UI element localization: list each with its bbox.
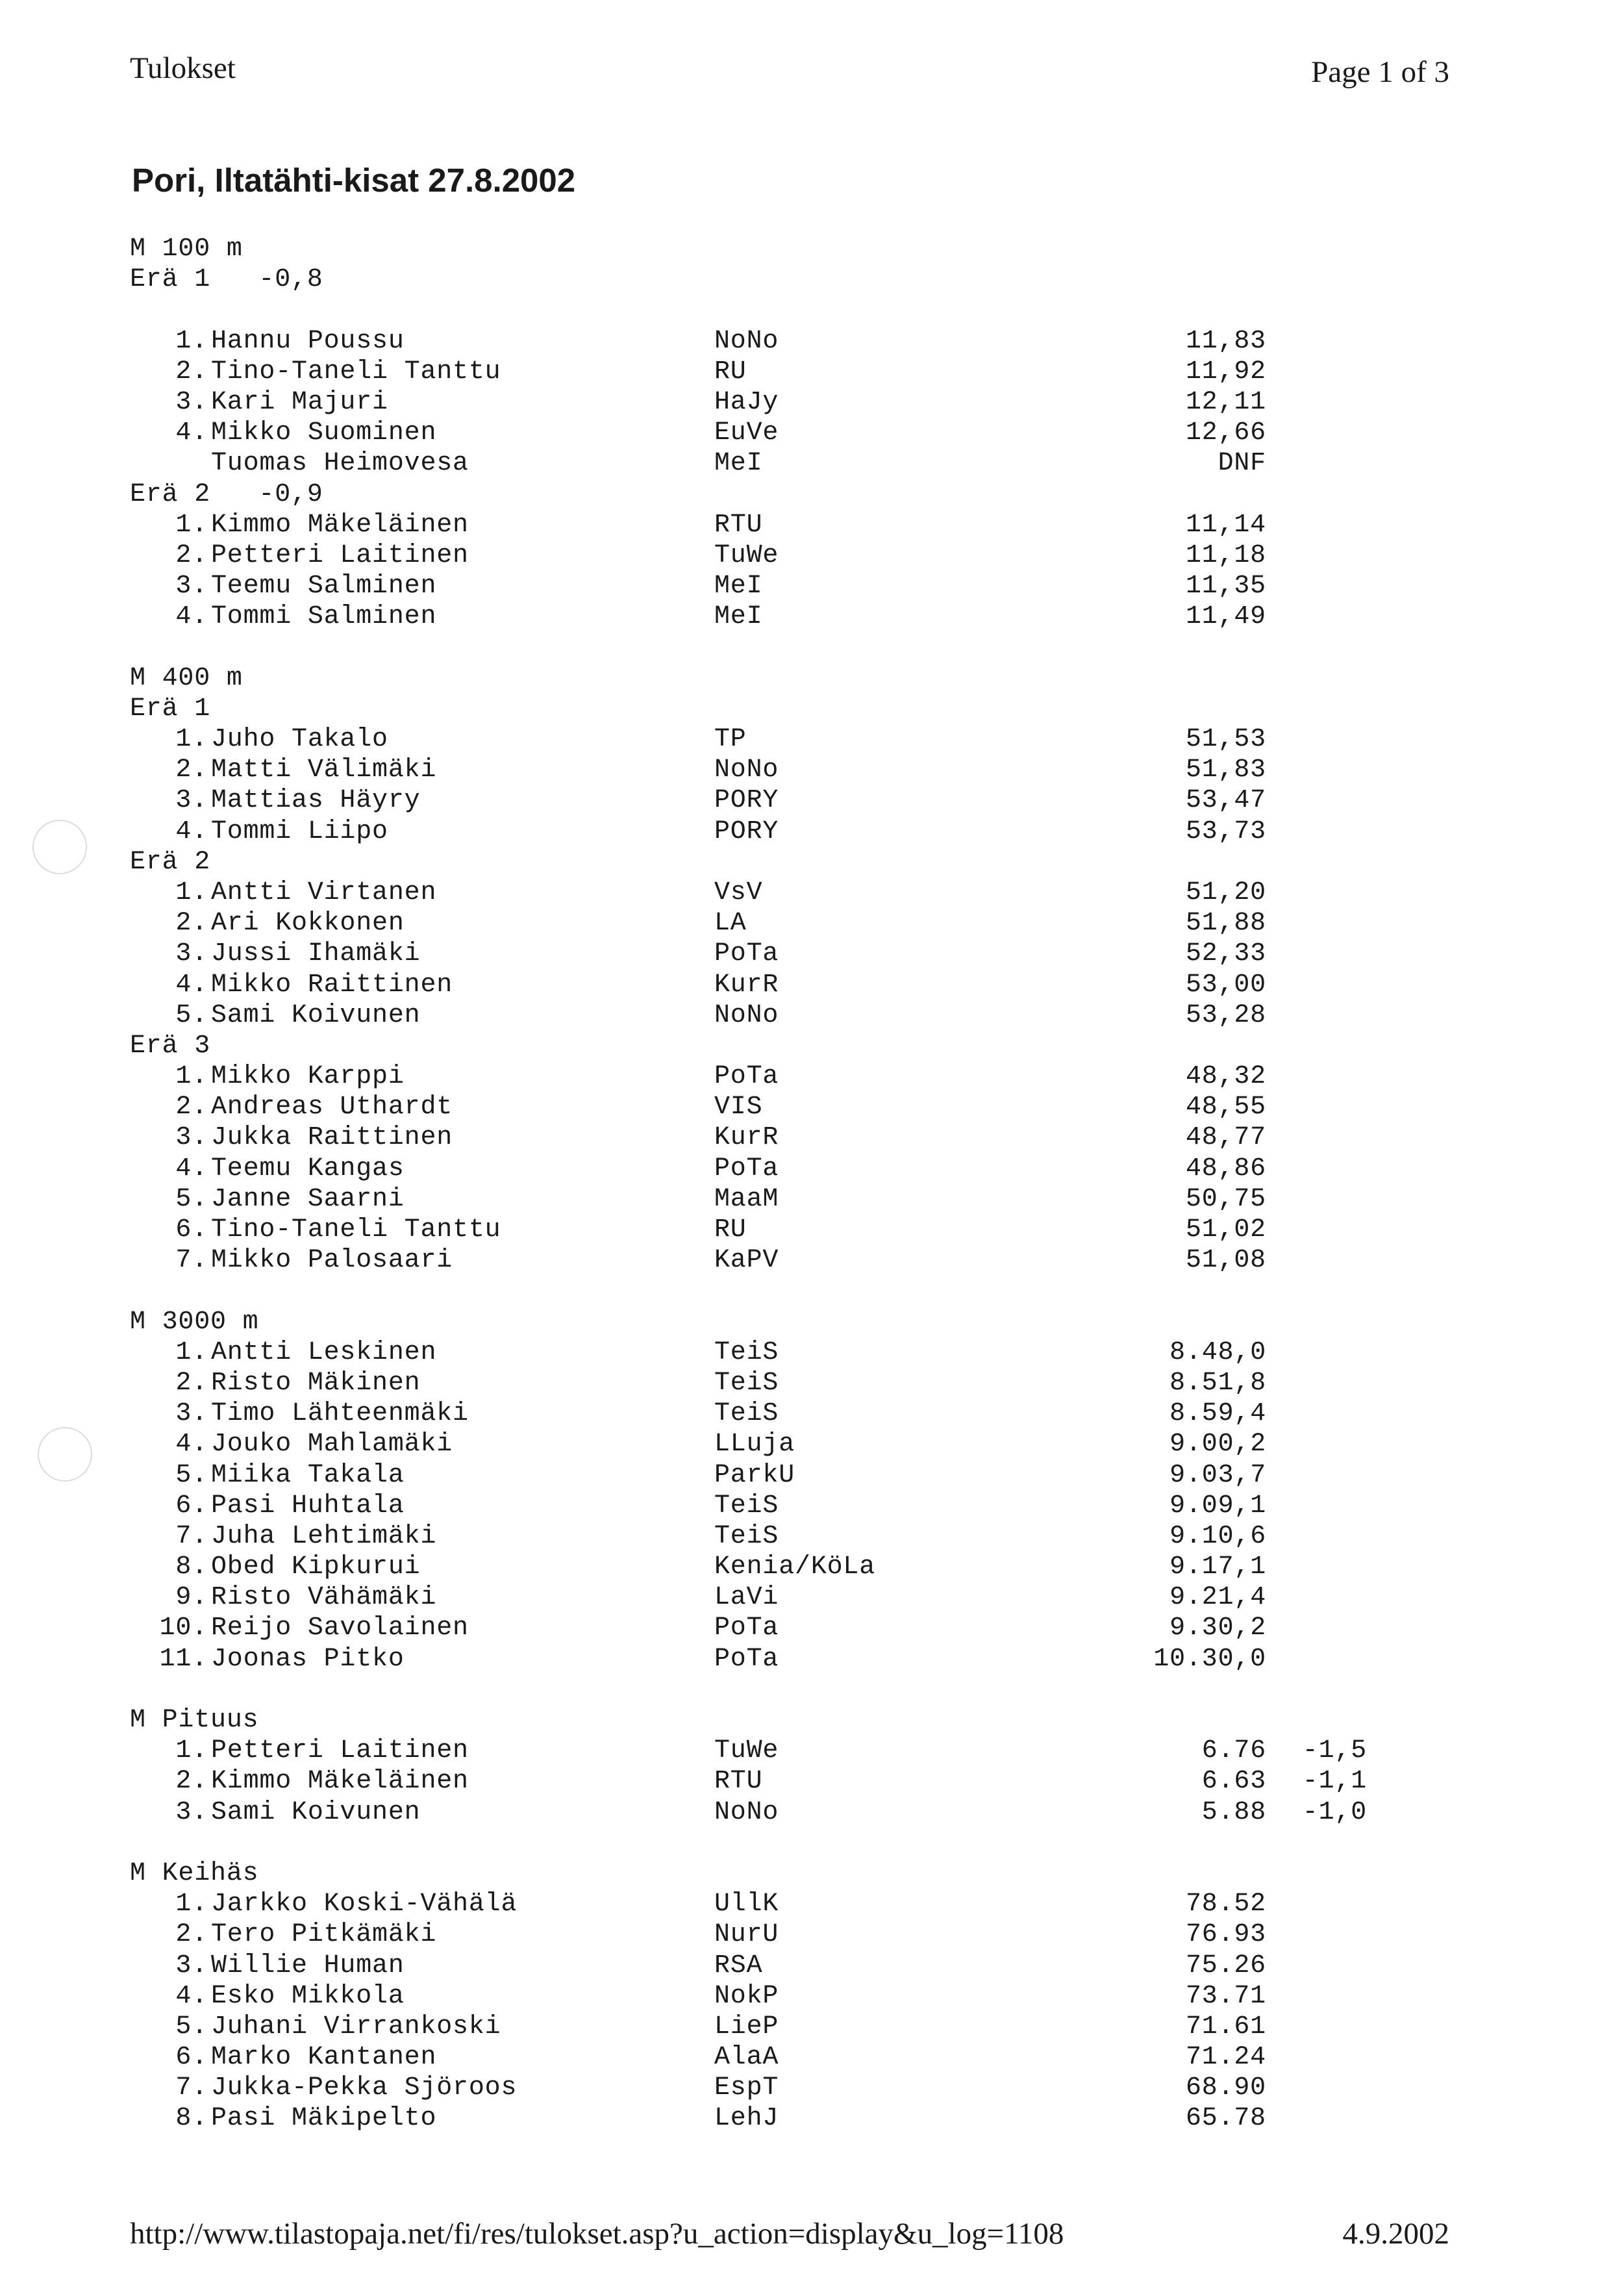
club-name: LLuja: [714, 1430, 795, 1459]
result-place: 4.: [175, 970, 208, 1000]
result-value: 8.59,4: [1169, 1399, 1266, 1429]
heat-label-row: [130, 264, 1299, 295]
result-value: 11,83: [1185, 326, 1266, 356]
athlete-name: Petteri Laitinen: [211, 540, 469, 570]
club-name: LehJ: [714, 2104, 779, 2134]
athlete-name: Petteri Laitinen: [211, 1736, 469, 1766]
athlete-name: Marko Kantanen: [211, 2043, 437, 2073]
section-spacer: [130, 1276, 1299, 1306]
athlete-name: Juhani Virrankoski: [211, 2012, 501, 2041]
result-place: 6.: [175, 2043, 208, 2073]
result-place: 4.: [175, 602, 208, 632]
club-name: KaPV: [714, 1246, 779, 1276]
club-name: RSA: [714, 1951, 763, 1980]
result-place: 4.: [175, 1430, 208, 1459]
athlete-name: Timo Lähteenmäki: [211, 1399, 469, 1429]
section-spacer: [130, 632, 1299, 663]
athlete-name: Miika Takala: [211, 1460, 405, 1490]
club-name: UllK: [714, 1889, 779, 1919]
result-row: [130, 1000, 1299, 1031]
result-place: 3.: [175, 572, 208, 601]
result-row: [130, 326, 1299, 357]
footer-date: 4.9.2002: [1342, 2217, 1449, 2251]
athlete-name: Joonas Pitko: [211, 1644, 405, 1674]
athlete-name: Kari Majuri: [211, 387, 388, 417]
athlete-name: Risto Vähämäki: [211, 1583, 437, 1613]
club-name: TuWe: [714, 1736, 779, 1766]
result-place: 9.: [175, 1583, 208, 1613]
result-row: [130, 1122, 1299, 1153]
athlete-name: Sami Koivunen: [211, 1000, 421, 1030]
result-row: [130, 1184, 1299, 1215]
result-value: 51,20: [1185, 878, 1266, 907]
athlete-name: Obed Kipkurui: [211, 1552, 421, 1582]
result-row: [130, 540, 1299, 571]
event-section: [130, 234, 1299, 632]
result-place: 7.: [175, 1521, 208, 1551]
result-row: [130, 1215, 1299, 1245]
result-value: 51,02: [1185, 1215, 1266, 1245]
document-title: Pori, Iltatähti-kisat 27.8.2002: [132, 162, 576, 199]
athlete-name: Mikko Palosaari: [211, 1246, 453, 1276]
club-name: HaJy: [714, 387, 779, 417]
result-value: 76.93: [1185, 1920, 1266, 1950]
result-place: 4.: [175, 1981, 208, 2011]
club-name: TeiS: [714, 1399, 779, 1429]
result-value: 52,33: [1185, 939, 1266, 969]
club-name: PoTa: [714, 1644, 779, 1674]
result-place: 2.: [175, 1368, 208, 1398]
club-name: MaaM: [714, 1184, 779, 1214]
punch-hole-mark: [38, 1427, 92, 1482]
club-name: Kenia/KöLa: [714, 1552, 876, 1582]
result-place: 4.: [175, 418, 208, 448]
result-place: 3.: [175, 939, 208, 969]
result-place: 11.: [159, 1644, 208, 1674]
heat-label: Erä 3: [130, 1031, 211, 1061]
result-row: [130, 1766, 1367, 1797]
result-row: [130, 1092, 1299, 1122]
event-heading-row: [130, 1307, 1299, 1337]
result-row: [130, 2103, 1299, 2134]
result-place: 2.: [175, 1093, 208, 1122]
athlete-name: Esko Mikkola: [211, 1981, 405, 2011]
athlete-name: Mattias Häyry: [211, 786, 421, 816]
result-value: 9.21,4: [1169, 1583, 1266, 1613]
page-number: Page 1 of 3: [1311, 55, 1449, 89]
heat-label: Erä 2: [130, 847, 211, 877]
results-list: [130, 234, 1367, 2134]
result-row: [130, 2073, 1299, 2103]
result-row: [130, 448, 1299, 479]
result-place: 7.: [175, 1246, 208, 1276]
club-name: KurR: [714, 970, 779, 1000]
result-place: 1.: [175, 878, 208, 907]
athlete-name: Kimmo Mäkeläinen: [211, 510, 469, 540]
athlete-name: Risto Mäkinen: [211, 1368, 421, 1398]
result-row: [130, 1061, 1299, 1092]
result-row: [130, 387, 1299, 418]
result-value: 48,86: [1185, 1154, 1266, 1183]
athlete-name: Tuomas Heimovesa: [211, 449, 469, 479]
event-heading-row: [130, 663, 1299, 694]
result-value: 51,83: [1185, 755, 1266, 785]
result-value: 6.76: [1201, 1736, 1266, 1766]
club-name: TeiS: [714, 1491, 779, 1521]
event-section: [130, 1858, 1299, 2134]
result-value: 51,08: [1185, 1246, 1266, 1276]
result-place: 2.: [175, 1767, 208, 1797]
footer-url: http://www.tilastopaja.net/fi/res/tulokset.asp?u_action=display&u_log=1108: [130, 2217, 1064, 2251]
result-value: 11,92: [1185, 357, 1266, 386]
result-row: [130, 1460, 1299, 1491]
result-value: 71.24: [1185, 2043, 1266, 2073]
athlete-name: Mikko Raittinen: [211, 970, 453, 1000]
club-name: NoNo: [714, 755, 779, 785]
result-place: 6.: [175, 1215, 208, 1245]
athlete-name: Sami Koivunen: [211, 1797, 421, 1827]
club-name: VIS: [714, 1093, 763, 1122]
result-row: [130, 510, 1299, 540]
athlete-name: Mikko Karppi: [211, 1062, 405, 1092]
result-value: 11,35: [1185, 572, 1266, 601]
event-name: M 3000 m: [130, 1307, 259, 1337]
event-heading-row: [130, 234, 1299, 264]
club-name: EuVe: [714, 418, 779, 448]
athlete-name: Tino-Taneli Tanttu: [211, 357, 501, 386]
athlete-name: Juha Lehtimäki: [211, 1521, 437, 1551]
result-place: 2.: [175, 909, 208, 939]
club-name: NokP: [714, 1981, 779, 2011]
result-row: [130, 571, 1299, 601]
club-name: RU: [714, 1215, 747, 1245]
result-place: 4.: [175, 816, 208, 846]
result-row: [130, 357, 1299, 387]
result-place: 5.: [175, 1460, 208, 1490]
result-place: 3.: [175, 786, 208, 816]
club-name: VsV: [714, 878, 763, 907]
club-name: EspT: [714, 2073, 779, 2103]
club-name: TeiS: [714, 1337, 779, 1367]
athlete-name: Hannu Poussu: [211, 326, 405, 356]
event-name: M 100 m: [130, 234, 243, 264]
athlete-name: Tommi Salminen: [211, 602, 437, 632]
punch-hole-mark: [32, 820, 87, 874]
athlete-name: Jarkko Koski-Vähälä: [211, 1889, 518, 1919]
result-row: [130, 1398, 1299, 1429]
heat-label: Erä 1: [130, 694, 211, 724]
result-row: [130, 785, 1299, 816]
athlete-name: Jukka-Pekka Sjöroos: [211, 2073, 518, 2103]
event-heading-row: [130, 1705, 1299, 1736]
result-value: 48,55: [1185, 1093, 1266, 1122]
result-value: 51,53: [1185, 725, 1266, 754]
club-name: NoNo: [714, 326, 779, 356]
result-place: 5.: [175, 1000, 208, 1030]
heat-label-row: [130, 1031, 1299, 1061]
result-value: 73.71: [1185, 1981, 1266, 2011]
section-spacer: [130, 1828, 1299, 1858]
athlete-name: Tino-Taneli Tanttu: [211, 1215, 501, 1245]
result-place: 3.: [175, 387, 208, 417]
club-name: NoNo: [714, 1000, 779, 1030]
result-place: 1.: [175, 1736, 208, 1766]
result-value: 53,73: [1185, 816, 1266, 846]
heat-label-row: [130, 847, 1299, 878]
club-name: RTU: [714, 1767, 763, 1797]
event-section: [130, 1705, 1367, 1828]
club-name: MeI: [714, 602, 763, 632]
athlete-name: Teemu Kangas: [211, 1154, 405, 1183]
result-value: 50,75: [1185, 1184, 1266, 1214]
event-name: M Pituus: [130, 1706, 259, 1735]
wind-value: -1,1: [1302, 1767, 1367, 1797]
athlete-name: Tero Pitkämäki: [211, 1920, 437, 1950]
event-name: M 400 m: [130, 663, 243, 693]
club-name: AlaA: [714, 2043, 779, 2073]
result-value: 6.63: [1201, 1767, 1266, 1797]
result-place: 1.: [175, 1889, 208, 1919]
result-row: [130, 908, 1299, 939]
club-name: PoTa: [714, 1062, 779, 1092]
club-name: MeI: [714, 449, 763, 479]
result-value: 51,88: [1185, 909, 1266, 939]
result-place: 2.: [175, 1920, 208, 1950]
result-row: [130, 601, 1299, 632]
result-value: 10.30,0: [1153, 1644, 1266, 1674]
club-name: KurR: [714, 1123, 779, 1153]
result-place: 6.: [175, 1491, 208, 1521]
result-place: 10.: [159, 1613, 208, 1643]
wind-value: -1,5: [1302, 1736, 1367, 1766]
result-row: [130, 1337, 1299, 1368]
result-row: [130, 878, 1299, 908]
result-row: [130, 755, 1299, 785]
club-name: LA: [714, 909, 747, 939]
result-value: 53,00: [1185, 970, 1266, 1000]
result-value: 71.61: [1185, 2012, 1266, 2041]
result-value: 9.00,2: [1169, 1430, 1266, 1459]
result-row: [130, 1368, 1299, 1398]
result-value: 53,28: [1185, 1000, 1266, 1030]
result-row: [130, 724, 1299, 755]
club-name: PoTa: [714, 1154, 779, 1183]
result-row: [130, 1552, 1299, 1582]
result-row: [130, 1154, 1299, 1184]
club-name: NurU: [714, 1920, 779, 1950]
result-value: 9.10,6: [1169, 1521, 1266, 1551]
athlete-name: Janne Saarni: [211, 1184, 405, 1214]
athlete-name: Teemu Salminen: [211, 572, 437, 601]
athlete-name: Andreas Uthardt: [211, 1093, 453, 1122]
club-name: TuWe: [714, 540, 779, 570]
result-value: 53,47: [1185, 786, 1266, 816]
athlete-name: Pasi Huhtala: [211, 1491, 405, 1521]
club-name: NoNo: [714, 1797, 779, 1827]
athlete-name: Pasi Mäkipelto: [211, 2104, 437, 2134]
result-value: 11,18: [1185, 540, 1266, 570]
athlete-name: Antti Virtanen: [211, 878, 437, 907]
club-name: MeI: [714, 572, 763, 601]
event-name: M Keihäs: [130, 1858, 259, 1888]
club-name: TP: [714, 725, 747, 754]
heat-label: Erä 1 -0,8: [130, 265, 323, 295]
result-row: [130, 1889, 1299, 1919]
result-place: 1.: [175, 1062, 208, 1092]
result-place: 8.: [175, 2104, 208, 2134]
section-spacer: [130, 1674, 1299, 1705]
result-place: 7.: [175, 2073, 208, 2103]
result-value: 68.90: [1185, 2073, 1266, 2103]
athlete-name: Jussi Ihamäki: [211, 939, 421, 969]
athlete-name: Antti Leskinen: [211, 1337, 437, 1367]
event-section: [130, 1307, 1299, 1674]
result-place: 2.: [175, 540, 208, 570]
result-value: 78.52: [1185, 1889, 1266, 1919]
result-place: 3.: [175, 1797, 208, 1827]
page-header-title: Tulokset: [130, 51, 236, 85]
result-row: [130, 970, 1299, 1000]
result-row: [130, 1736, 1367, 1766]
club-name: PORY: [714, 816, 779, 846]
result-place: 1.: [175, 326, 208, 356]
result-place: 4.: [175, 1154, 208, 1183]
athlete-name: Willie Human: [211, 1951, 405, 1980]
result-row: [130, 2012, 1299, 2042]
result-value: 48,32: [1185, 1062, 1266, 1092]
result-row: [130, 1797, 1367, 1828]
result-row: [130, 1245, 1299, 1276]
result-place: 3.: [175, 1951, 208, 1980]
event-section: [130, 663, 1299, 1276]
result-value: 12,11: [1185, 387, 1266, 417]
club-name: RU: [714, 357, 747, 386]
result-value: 9.09,1: [1169, 1491, 1266, 1521]
result-place: 8.: [175, 1552, 208, 1582]
result-row: [130, 418, 1299, 448]
result-row: [130, 1613, 1299, 1643]
result-place: 2.: [175, 357, 208, 386]
result-value: DNF: [1218, 449, 1266, 479]
result-row: [130, 816, 1299, 847]
result-row: [130, 939, 1299, 969]
result-place: 1.: [175, 1337, 208, 1367]
result-value: 8.48,0: [1169, 1337, 1266, 1367]
result-row: [130, 2042, 1299, 2073]
result-value: 11,14: [1185, 510, 1266, 540]
result-place: 5.: [175, 1184, 208, 1214]
club-name: PORY: [714, 786, 779, 816]
result-row: [130, 1644, 1299, 1674]
result-value: 48,77: [1185, 1123, 1266, 1153]
athlete-name: Kimmo Mäkeläinen: [211, 1767, 469, 1797]
athlete-name: Mikko Suominen: [211, 418, 437, 448]
event-heading-row: [130, 1858, 1299, 1889]
athlete-name: Jukka Raittinen: [211, 1123, 453, 1153]
result-value: 75.26: [1185, 1951, 1266, 1980]
athlete-name: Reijo Savolainen: [211, 1613, 469, 1643]
athlete-name: Tommi Liipo: [211, 816, 388, 846]
result-value: 11,49: [1185, 602, 1266, 632]
athlete-name: Juho Takalo: [211, 725, 388, 754]
result-row: [130, 1919, 1299, 1950]
heat-spacer: [130, 295, 1299, 325]
result-row: [130, 1582, 1299, 1613]
result-place: 3.: [175, 1123, 208, 1153]
wind-value: -1,0: [1302, 1797, 1367, 1827]
athlete-name: Matti Välimäki: [211, 755, 437, 785]
result-place: 5.: [175, 2012, 208, 2041]
result-place: 2.: [175, 755, 208, 785]
heat-label: Erä 2 -0,9: [130, 479, 323, 509]
result-row: [130, 1491, 1299, 1521]
result-value: 5.88: [1201, 1797, 1266, 1827]
result-value: 12,66: [1185, 418, 1266, 448]
club-name: TeiS: [714, 1368, 779, 1398]
club-name: PoTa: [714, 939, 779, 969]
club-name: ParkU: [714, 1460, 795, 1490]
result-value: 9.30,2: [1169, 1613, 1266, 1643]
result-row: [130, 1521, 1299, 1552]
result-place: 1.: [175, 725, 208, 754]
club-name: PoTa: [714, 1613, 779, 1643]
club-name: LaVi: [714, 1583, 779, 1613]
result-row: [130, 1429, 1299, 1459]
club-name: RTU: [714, 510, 763, 540]
club-name: LieP: [714, 2012, 779, 2041]
heat-label-row: [130, 694, 1299, 724]
result-value: 8.51,8: [1169, 1368, 1266, 1398]
result-value: 9.17,1: [1169, 1552, 1266, 1582]
result-row: [130, 1981, 1299, 2012]
result-row: [130, 1951, 1299, 1981]
athlete-name: Jouko Mahlamäki: [211, 1430, 453, 1459]
result-place: 3.: [175, 1399, 208, 1429]
athlete-name: Ari Kokkonen: [211, 909, 405, 939]
result-place: 1.: [175, 510, 208, 540]
club-name: TeiS: [714, 1521, 779, 1551]
result-value: 65.78: [1185, 2104, 1266, 2134]
heat-label-row: [130, 479, 1299, 510]
result-value: 9.03,7: [1169, 1460, 1266, 1490]
